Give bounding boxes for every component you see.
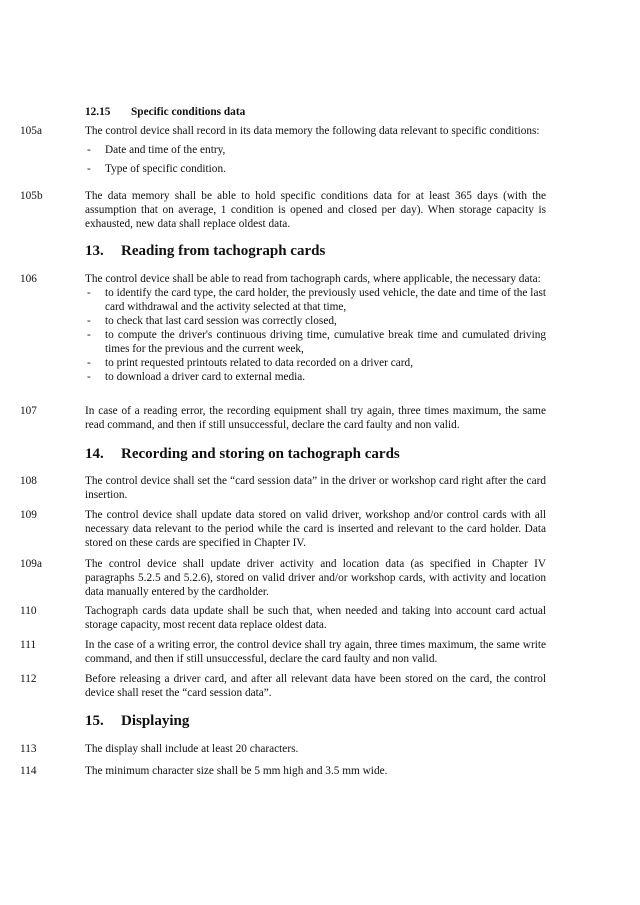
list-item: - to identify the card type, the card holder, the previously used vehicle, the date and time of the last card withdrawal and the activity selected at that time, [85,286,546,314]
paragraph-110: Tachograph cards data update shall be such that, when needed and taking into account card actual storage capacity, most recent data replace oldest data. [85,605,546,631]
list-item: - to check that last card session was correctly closed, [85,314,546,328]
paragraph-number: 108 [20,475,37,487]
subsection-number: 12.15 [85,106,111,118]
list-item: - to compute the driver's continuous driving time, cumulative break time and cumulated driving times for the previous and the current week, [85,328,546,356]
paragraph-number: 105a [20,125,42,137]
paragraph-108: The control device shall set the “card session data” in the driver or workshop card right after the card insertion. [85,475,546,501]
paragraph-105b: The data memory shall be able to hold specific conditions data for at least 365 days (with the assumption that on average, 1 condition is opened and closed per day). When storage capacity is exhausted, new data shall replace oldest data. [85,190,546,230]
section-title: Reading from tachograph cards [121,243,326,259]
paragraph-number: 105b [20,190,43,202]
bullet-list [85,143,546,176]
paragraph-106 [85,272,546,384]
paragraph-113: The display shall include at least 20 characters. [85,743,299,755]
paragraph-109a: The control device shall update driver activity and location data (as specified in Chapter IV paragraphs 5.2.5 and 5.2.6), stored on valid driver and/or workshop cards, with activity and location data manually entered by the cardholder. [85,558,546,598]
paragraph-107: In case of a reading error, the recording equipment shall try again, three times maximum, the same read command, and then if still unsuccessful, declare the card faulty and non valid. [85,405,546,431]
section-number: 14. [85,446,104,462]
paragraph-111: In the case of a writing error, the control device shall try again, three times maximum, the same write command, and then if still unsuccessful, declare the card faulty and non valid. [85,639,546,665]
section-title: Displaying [121,713,190,729]
list-item: - to download a driver card to external media. [85,370,546,384]
paragraph-text: The control device shall record in its data memory the following data relevant to specific conditions: [85,125,540,137]
section-number: 13. [85,243,104,259]
subsection-title: Specific conditions data [131,106,246,118]
paragraph-number: 109 [20,509,37,521]
paragraph-112: Before releasing a driver card, and after all relevant data have been stored on the card, the control device shall reset the “card session data”. [85,673,546,699]
paragraph-114: The minimum character size shall be 5 mm high and 3.5 mm wide. [85,765,388,777]
bullet-list [85,286,546,384]
list-item: - Type of specific condition. [85,162,546,176]
section-heading-14 [85,446,400,463]
paragraph-number: 110 [20,605,37,617]
paragraph-number: 112 [20,673,37,685]
section-title: Recording and storing on tachograph cards [121,446,400,462]
paragraph-number: 113 [20,743,37,755]
paragraph-text: The control device shall be able to read from tachograph cards, where applicable, the necessary data: [85,273,541,285]
paragraph-number: 114 [20,765,37,777]
list-item: - Date and time of the entry, [85,143,546,157]
paragraph-number: 107 [20,405,37,417]
list-item: - to print requested printouts related to data recorded on a driver card, [85,356,546,370]
subsection-heading-12-15 [85,106,245,118]
section-heading-13 [85,243,325,260]
paragraph-number: 111 [20,639,37,651]
section-number: 15. [85,713,104,729]
paragraph-number: 106 [20,273,37,285]
paragraph-105a [85,124,546,176]
paragraph-109: The control device shall update data stored on valid driver, workshop and/or control cards with all necessary data relevant to the period while the card is inserted and relevant to the card holder. Data stored on these cards are specified in Chapter IV. [85,509,546,549]
section-heading-15 [85,713,189,730]
paragraph-number: 109a [20,558,42,570]
